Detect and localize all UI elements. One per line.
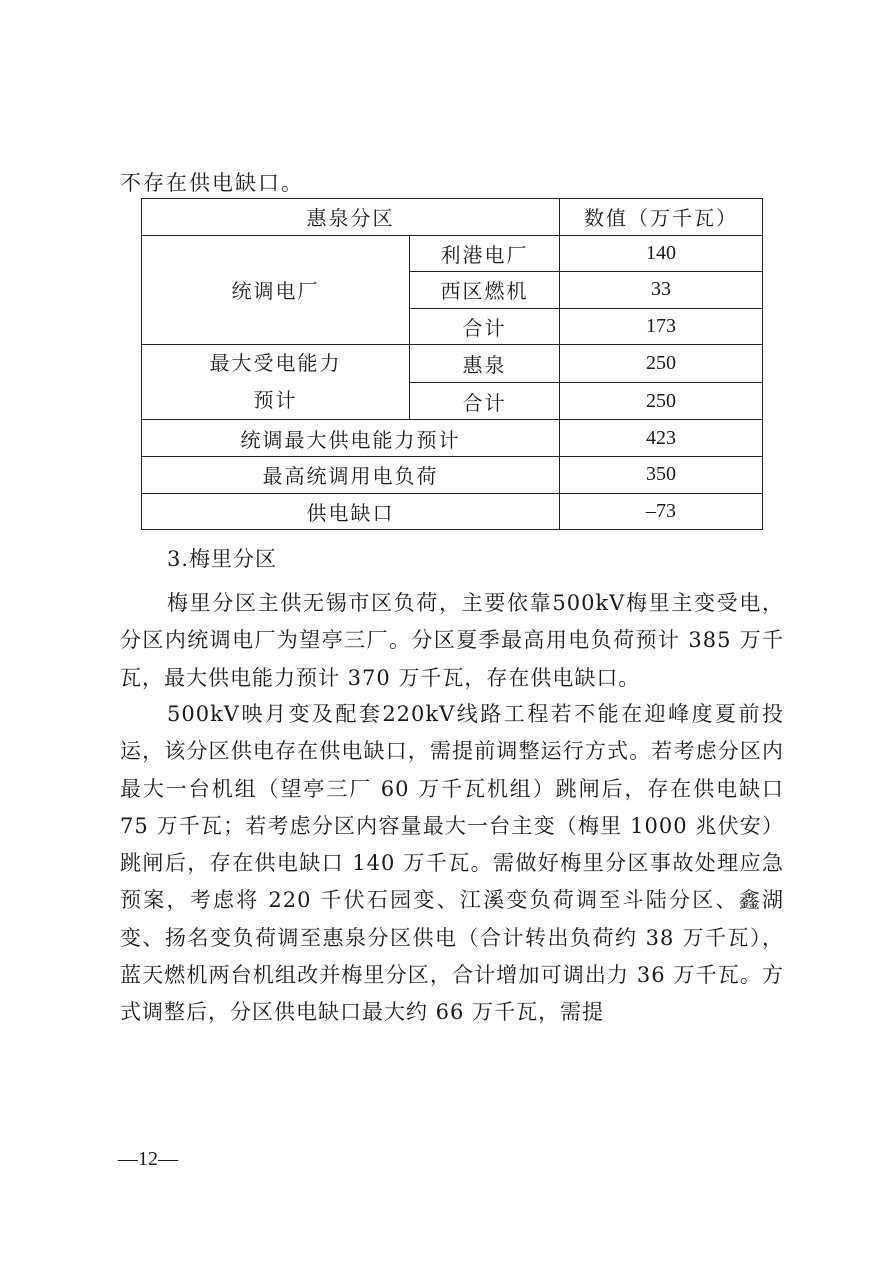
row-name: 供电缺口 bbox=[142, 493, 560, 530]
row-value: 173 bbox=[560, 308, 763, 345]
header-region: 惠泉分区 bbox=[142, 199, 560, 236]
capacity-table bbox=[141, 198, 763, 530]
table-row bbox=[142, 493, 763, 530]
row-value: 350 bbox=[560, 456, 763, 493]
row-value: 250 bbox=[560, 382, 763, 420]
row-name: 西区燃机 bbox=[410, 272, 560, 309]
row-name: 惠泉 bbox=[410, 345, 560, 383]
unified-plants-label: 统调电厂 bbox=[142, 235, 410, 345]
page-number: —12— bbox=[118, 1148, 178, 1170]
section-heading: 3.梅里分区 bbox=[167, 547, 278, 571]
header-value: 数值（万千瓦） bbox=[560, 199, 763, 236]
row-name: 合计 bbox=[410, 382, 560, 420]
row-value: 33 bbox=[560, 272, 763, 309]
table-row bbox=[142, 420, 763, 457]
row-value: 140 bbox=[560, 235, 763, 272]
row-name: 统调最大供电能力预计 bbox=[142, 420, 560, 457]
paragraph: 梅里分区主供无锡市区负荷，主要依靠500kV梅里主变受电，分区内统调电厂为望亭三厂。分区夏季最高用电负荷预计 385 万千瓦，最大供电能力预计 370 万千瓦，存在供电缺口。 bbox=[120, 591, 784, 690]
table-header-row bbox=[142, 199, 763, 236]
paragraph: 500kV映月变及配套220kV线路工程若不能在迎峰度夏前投运，该分区供电存在供电缺口，需提前调整运行方式。若考虑分区内最大一台机组（望亭三厂 60 万千瓦机组）跳闸后，存在供电缺口 75 万千瓦；若考虑分区内容量最大一台主变（梅里 1000 兆伏安）跳闸后，存在供电缺口 140 万千瓦。需做好梅里分区事故处理应急预案，考虑将 220 千伏石园变、江溪变负荷调至斗陆分区、鑫湖变、扬名变负荷调至惠泉分区供电（合计转出负荷约 38 万千瓦），蓝天燃机两台机组改并梅里分区，合计增加可调出力 36 万千瓦。方式调整后，分区供电缺口最大约 66 万千瓦，需提 bbox=[120, 702, 784, 1025]
table-row bbox=[142, 456, 763, 493]
row-value: –73 bbox=[560, 493, 763, 530]
row-value: 250 bbox=[560, 345, 763, 383]
row-name: 合计 bbox=[410, 308, 560, 345]
table-row bbox=[142, 235, 763, 272]
row-name: 最高统调用电负荷 bbox=[142, 456, 560, 493]
max-capacity-label-line2: 预计 bbox=[253, 388, 298, 413]
table-row bbox=[142, 345, 763, 383]
max-capacity-label-line1: 最大受电能力 bbox=[209, 351, 342, 376]
row-value: 423 bbox=[560, 420, 763, 457]
row-name: 利港电厂 bbox=[410, 235, 560, 272]
max-capacity-label bbox=[142, 345, 410, 420]
lead-line: 不存在供电缺口。 bbox=[120, 171, 304, 195]
